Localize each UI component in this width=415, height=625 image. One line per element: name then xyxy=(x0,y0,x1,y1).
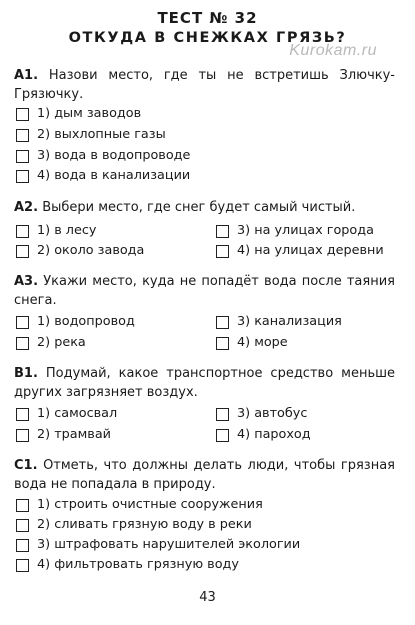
answer-checkbox[interactable] xyxy=(216,337,229,350)
answer-checkbox[interactable] xyxy=(216,316,229,329)
option-label: 4) пароход xyxy=(237,427,311,442)
option-label: 1) водопровод xyxy=(37,314,135,329)
option-label: 3) на улицах города xyxy=(237,223,374,238)
answer-checkbox[interactable] xyxy=(16,519,29,532)
option-label: 1) строить очистные сооружения xyxy=(37,497,263,512)
question-b1 xyxy=(14,364,395,402)
answer-option-a3-3[interactable] xyxy=(216,314,342,330)
option-label: 2) река xyxy=(37,335,86,350)
answer-option-a2-4[interactable] xyxy=(216,243,384,259)
answer-checkbox[interactable] xyxy=(16,129,29,142)
answer-option-a3-2[interactable] xyxy=(16,335,86,351)
answer-option-c1-1[interactable] xyxy=(16,497,263,513)
answer-option-c1-3[interactable] xyxy=(16,537,300,553)
option-label: 2) около завода xyxy=(37,243,145,258)
answer-checkbox[interactable] xyxy=(216,245,229,258)
answer-option-a1-4[interactable] xyxy=(16,168,190,184)
test-number-title: ТЕСТ № 32 xyxy=(157,9,258,27)
test-topic-title: ОТКУДА В СНЕЖКАХ ГРЯЗЬ? xyxy=(68,30,347,46)
option-label: 3) вода в водопроводе xyxy=(37,148,191,163)
answer-checkbox[interactable] xyxy=(16,337,29,350)
answer-option-a2-2[interactable] xyxy=(16,243,144,259)
answer-option-a1-1[interactable] xyxy=(16,106,141,122)
answer-checkbox[interactable] xyxy=(16,170,29,183)
question-code: А3. xyxy=(14,274,39,289)
answer-checkbox[interactable] xyxy=(16,316,29,329)
answer-option-c1-2[interactable] xyxy=(16,517,252,533)
answer-option-b1-2[interactable] xyxy=(16,427,111,443)
answer-checkbox[interactable] xyxy=(16,225,29,238)
answer-checkbox[interactable] xyxy=(216,429,229,442)
watermark-text: Kurokam.ru xyxy=(289,42,377,59)
question-text: Подумай, какое транспортное средство меньше других загрязняет воздух. xyxy=(14,366,395,400)
option-label: 3) автобус xyxy=(237,406,308,421)
answer-option-a1-2[interactable] xyxy=(16,127,166,143)
option-label: 1) в лесу xyxy=(37,223,97,238)
page-number: 43 xyxy=(199,590,216,605)
answer-checkbox[interactable] xyxy=(16,499,29,512)
option-label: 1) самосвал xyxy=(37,406,118,421)
answer-checkbox[interactable] xyxy=(16,429,29,442)
option-label: 3) канализация xyxy=(237,314,342,329)
answer-option-a2-1[interactable] xyxy=(16,223,96,239)
question-code: А2. xyxy=(14,200,39,215)
answer-option-b1-4[interactable] xyxy=(216,427,311,443)
option-label: 4) на улицах деревни xyxy=(237,243,384,258)
question-code: В1. xyxy=(14,366,38,381)
option-label: 2) выхлопные газы xyxy=(37,127,166,142)
answer-checkbox[interactable] xyxy=(16,559,29,572)
question-text: Назови место, где ты не встретишь Злючку-Грязючку. xyxy=(14,68,395,102)
question-a3 xyxy=(14,272,395,310)
answer-option-a3-1[interactable] xyxy=(16,314,135,330)
option-label: 4) фильтровать грязную воду xyxy=(37,557,239,572)
option-label: 4) вода в канализации xyxy=(37,168,191,183)
answer-option-c1-4[interactable] xyxy=(16,557,239,573)
option-label: 2) трамвай xyxy=(37,427,111,442)
answer-option-b1-3[interactable] xyxy=(216,406,307,422)
question-text: Укажи место, куда не попадёт вода после таяния снега. xyxy=(14,274,395,308)
question-a2 xyxy=(14,198,395,217)
answer-checkbox[interactable] xyxy=(16,150,29,163)
answer-option-a3-4[interactable] xyxy=(216,335,288,351)
answer-option-a2-3[interactable] xyxy=(216,223,374,239)
answer-option-a1-3[interactable] xyxy=(16,148,190,164)
question-a1 xyxy=(14,66,395,104)
answer-checkbox[interactable] xyxy=(16,408,29,421)
option-label: 1) дым заводов xyxy=(37,106,142,121)
option-label: 4) море xyxy=(237,335,288,350)
option-label: 2) сливать грязную воду в реки xyxy=(37,517,252,532)
answer-checkbox[interactable] xyxy=(16,539,29,552)
answer-option-b1-1[interactable] xyxy=(16,406,117,422)
question-c1 xyxy=(14,456,395,494)
answer-checkbox[interactable] xyxy=(216,408,229,421)
answer-checkbox[interactable] xyxy=(16,108,29,121)
question-code: С1. xyxy=(14,458,38,473)
question-text: Отметь, что должны делать люди, чтобы грязная вода не попадала в природу. xyxy=(14,458,395,492)
question-code: А1. xyxy=(14,68,39,83)
option-label: 3) штрафовать нарушителей экологии xyxy=(37,537,301,552)
answer-checkbox[interactable] xyxy=(216,225,229,238)
question-text: Выбери место, где снег будет самый чистый. xyxy=(42,200,356,215)
answer-checkbox[interactable] xyxy=(16,245,29,258)
